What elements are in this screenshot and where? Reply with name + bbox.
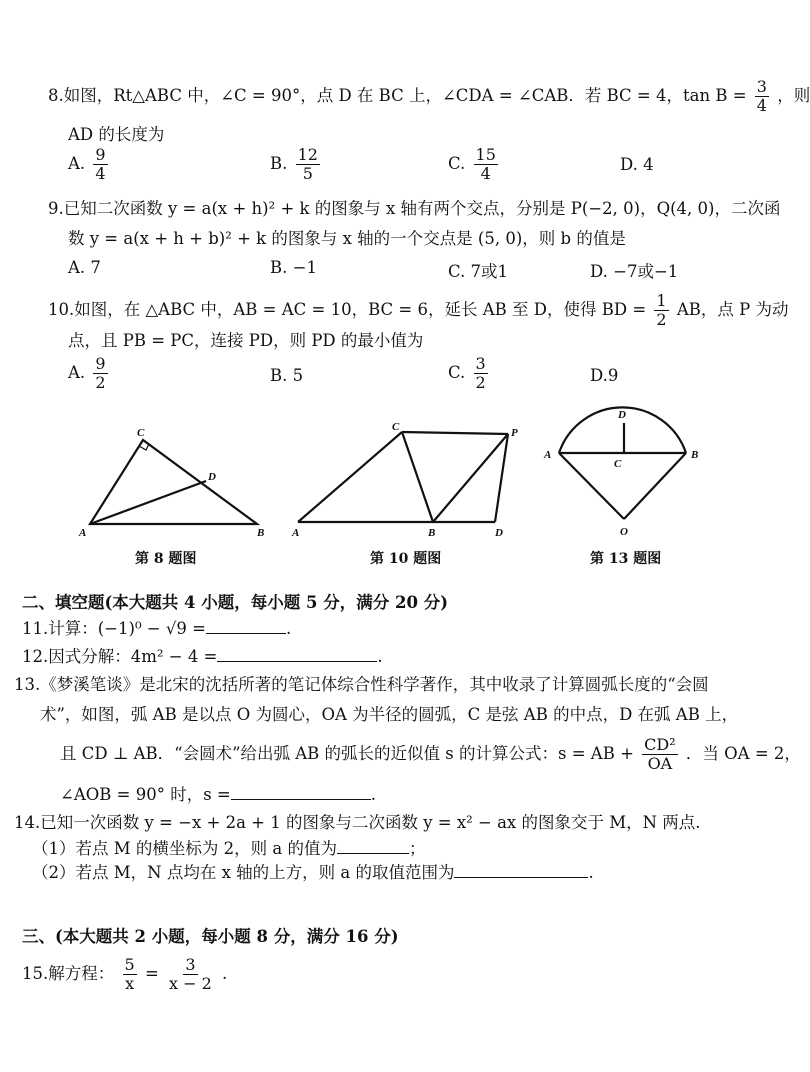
q10-fraction <box>654 292 668 329</box>
option-fraction <box>474 146 498 183</box>
q10-option-d <box>590 366 618 385</box>
q12-text: 12.因式分解：4m² − 4 = <box>22 647 218 666</box>
frac-den: x <box>125 974 135 993</box>
q14-part2 <box>32 862 594 884</box>
q10-frac-num: 1 <box>656 291 667 310</box>
frac-num: 9 <box>95 145 106 164</box>
q13-frac-num: CD² <box>644 735 676 754</box>
q9-line2: 数 y = a(x + h + b)² + k 的图象与 x 轴的一个交点是 (5, 0)，则 b 的值是 <box>68 229 626 248</box>
frac-den: 2 <box>475 373 486 392</box>
option-label: B. <box>270 258 288 277</box>
q8-option-c <box>448 146 501 183</box>
label-c: C <box>614 458 622 470</box>
frac-num: 5 <box>124 955 135 974</box>
q10-text-b: AB，点 P 为动 <box>676 300 789 319</box>
option-label: D. <box>620 155 638 174</box>
q9-option-d <box>590 258 678 282</box>
q11-text: 11.计算：(−1)⁰ − √9 = <box>22 619 206 638</box>
q14-part1-blank <box>337 839 409 854</box>
label-p: P <box>511 427 518 439</box>
q12: 12.因式分解：4m² − 4 = . <box>22 647 383 666</box>
q15 <box>22 956 227 993</box>
q14-part1-end: ； <box>408 839 426 858</box>
option-text: 7 <box>90 258 101 277</box>
option-label: A. <box>68 154 86 173</box>
q13-line4: ∠AOB = 90° 时，s = . <box>60 785 376 804</box>
q9-option-c <box>448 258 508 282</box>
option-text: 5 <box>292 366 304 385</box>
segment-cb <box>402 432 433 522</box>
label-d: D <box>208 471 216 483</box>
option-label: D. <box>590 262 608 281</box>
q15-lhs-fraction <box>123 956 137 993</box>
q13-fraction <box>642 736 677 773</box>
q8-line2: AD 的长度为 <box>68 125 165 144</box>
section-2-heading: 二、填空题(本大题共 4 小题，每小题 5 分，满分 20 分) <box>22 593 449 612</box>
q14-line1: 14.已知一次函数 y = −x + 2a + 1 的图象与二次函数 y = x² − ax 的图象交于 M，N 两点. <box>14 813 701 832</box>
label-c: C <box>137 427 145 439</box>
option-label: A. <box>68 363 86 382</box>
option-text: 7或1 <box>470 262 509 281</box>
triangle-abc <box>90 440 257 524</box>
q8-fraction <box>755 78 769 115</box>
label-d: D <box>495 527 503 539</box>
q15-end: . <box>222 964 228 983</box>
q10-option-c <box>448 355 491 392</box>
frac-den: x − 2 <box>169 974 212 993</box>
figure-8 <box>75 420 275 545</box>
label-b: B <box>428 527 436 539</box>
option-label: C. <box>448 363 466 382</box>
figure-13 <box>540 405 710 540</box>
equals-sign: = <box>144 964 159 983</box>
frac-num: 15 <box>475 145 496 164</box>
radius-ob <box>624 453 686 519</box>
q11: 11.计算：(−1)⁰ − √9 = . <box>22 619 292 638</box>
q8-text-a: 8.如图，Rt△ABC 中，∠C = 90°，点 D 在 BC 上，∠CDA = ∠CAB．若 BC = 4，tan B = <box>48 86 747 105</box>
option-text: −7或−1 <box>613 262 679 281</box>
q13-line2: 术”，如图，弧 AB 是以点 O 为圆心，OA 为半径的圆弧，C 是弦 AB 的中点，D 在弧 AB 上， <box>40 705 739 724</box>
option-label: C. <box>448 262 466 281</box>
q15-label: 15.解方程： <box>22 964 115 983</box>
frac-num: 9 <box>95 354 106 373</box>
q13-text-c: ∠AOB = 90° 时，s = <box>60 785 231 804</box>
q11-answer-blank <box>206 619 286 634</box>
frac-den: 2 <box>95 373 106 392</box>
q13-answer-blank <box>231 785 371 800</box>
option-text: 9 <box>607 366 619 385</box>
q10-text-a: 10.如图，在 △ABC 中，AB = AC = 10，BC = 6，延长 AB 至 D，使得 BD = <box>48 300 647 319</box>
label-o: O <box>620 526 628 538</box>
section-3-heading: 三、(本大题共 2 小题，每小题 8 分，满分 16 分) <box>22 927 399 946</box>
q14-part2-text: （2）若点 M，N 点均在 x 轴的上方，则 a 的取值范围为 <box>32 863 455 882</box>
figure-10 <box>290 418 530 543</box>
figure-10-caption: 第 10 题图 <box>370 551 442 567</box>
q14-part2-end: . <box>588 863 594 882</box>
option-label: B. <box>270 154 288 173</box>
q10-option-a <box>68 355 111 392</box>
q13-text-b: ．当 OA = 2， <box>685 744 801 763</box>
label-d: D <box>618 409 626 421</box>
frac-num: 12 <box>297 145 318 164</box>
option-label: C. <box>448 154 466 173</box>
label-b: B <box>691 449 699 461</box>
q14-part2-blank <box>454 863 588 878</box>
option-label: A. <box>68 258 86 277</box>
option-fraction <box>474 355 488 392</box>
q10-line2: 点，且 PB = PC，连接 PD，则 PD 的最小值为 <box>68 331 424 350</box>
q10-frac-den: 2 <box>656 310 667 329</box>
label-c: C <box>392 421 400 433</box>
option-fraction <box>296 146 320 183</box>
q8-option-a <box>68 146 111 183</box>
segment-ad <box>90 481 206 524</box>
q9-line1: 9.已知二次函数 y = a(x + h)² + k 的图象与 x 轴有两个交点，分别是 P(−2, 0)，Q(4, 0)，二次函 <box>48 199 781 218</box>
q9-option-a <box>68 258 101 277</box>
q9-option-b <box>270 258 317 277</box>
q15-rhs-fraction <box>167 956 214 993</box>
option-text: −1 <box>292 258 317 277</box>
q8-option-b <box>270 146 323 183</box>
label-a: A <box>292 527 300 539</box>
q10-option-b <box>270 366 303 385</box>
label-a: A <box>544 449 552 461</box>
frac-num: 3 <box>185 955 196 974</box>
option-text: 4 <box>643 155 654 174</box>
figure-13-caption: 第 13 题图 <box>590 551 662 567</box>
q8-frac-num: 3 <box>756 77 767 96</box>
q8-text-b: ，则 <box>777 86 810 105</box>
label-a: A <box>79 527 87 539</box>
frac-den: 4 <box>480 164 491 183</box>
option-label: D. <box>590 366 608 385</box>
q12-answer-blank <box>217 647 377 662</box>
segment-ac <box>298 432 402 522</box>
q13-text-a: 且 CD ⊥ AB．“会圆术”给出弧 AB 的弧长的近似值 s 的计算公式：s = AB + <box>60 744 634 763</box>
label-b: B <box>257 527 265 539</box>
option-fraction <box>93 355 107 392</box>
q8-frac-den: 4 <box>756 96 767 115</box>
q13-line1: 13.《梦溪笔谈》是北宋的沈括所著的笔记体综合性科学著作，其中收录了计算圆弧长度的“会圆 <box>14 675 709 694</box>
q14-part1-text: （1）若点 M 的横坐标为 2，则 a 的值为 <box>32 839 337 858</box>
q10-line1 <box>48 292 788 329</box>
q8-line1 <box>48 78 810 115</box>
frac-num: 3 <box>475 354 486 373</box>
q14-part1 <box>32 838 425 860</box>
q13-frac-den: OA <box>647 754 673 773</box>
q13-line3 <box>60 736 801 773</box>
q8-option-d <box>620 155 654 174</box>
option-label: B. <box>270 366 288 385</box>
segment-cp <box>402 432 508 434</box>
option-fraction <box>93 146 107 183</box>
frac-den: 4 <box>95 164 106 183</box>
frac-den: 5 <box>302 164 313 183</box>
figure-8-caption: 第 8 题图 <box>135 551 197 567</box>
